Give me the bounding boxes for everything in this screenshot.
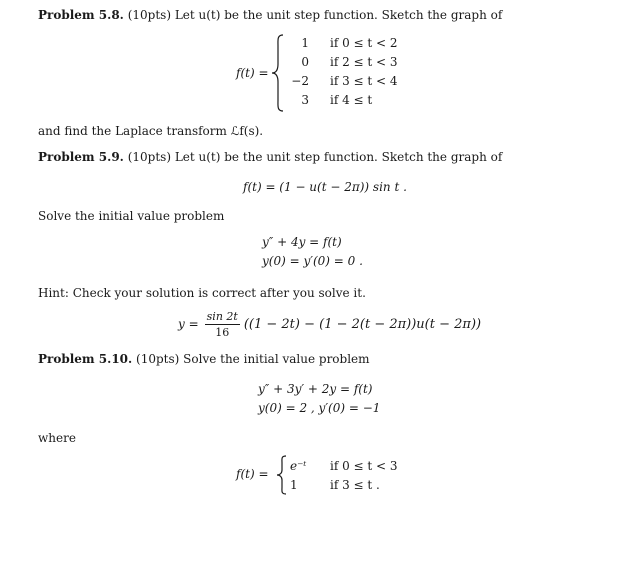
problem-5-9-intro: (10pts) Let u(t) be the unit step function. Sketch the graph of	[127, 150, 503, 164]
case-value: −2	[291, 74, 309, 88]
solution-fraction	[205, 310, 240, 339]
problem-5-10-where: where	[38, 431, 76, 445]
case-value: 3	[301, 93, 309, 107]
case-condition: if 0 ≤ t < 3	[330, 459, 398, 473]
problem-5-10-statement	[38, 352, 370, 366]
case-value: e⁻ᵗ	[290, 459, 307, 473]
problem-5-9-heading: Problem 5.9.	[38, 150, 124, 164]
case-value: 0	[301, 55, 309, 69]
problem-5-9-hint: Hint: Check your solution is correct after you solve it.	[38, 286, 366, 300]
left-brace-icon	[276, 455, 288, 495]
problem-5-8-intro: (10pts) Let u(t) be the unit step function. Sketch the graph of	[127, 8, 503, 22]
problem-5-9-solution	[178, 310, 481, 339]
problem-5-10-ode: y″ + 3y′ + 2y = f(t)	[258, 382, 373, 396]
case-value: 1	[290, 478, 298, 492]
problem-5-9-ode: y″ + 4y = f(t)	[262, 235, 342, 249]
fraction-numerator: sin 2t	[205, 310, 240, 325]
problem-5-9-solve-label: Solve the initial value problem	[38, 209, 225, 223]
problem-5-8-lhs: f(t) =	[236, 66, 269, 80]
case-condition: if 4 ≤ t	[330, 93, 373, 107]
problem-5-8-laplace-line: and find the Laplace transform ℒf(s).	[38, 124, 264, 138]
problem-5-9-function: f(t) = (1 − u(t − 2π)) sin t .	[243, 180, 407, 194]
case-condition: if 3 ≤ t .	[330, 478, 380, 492]
problem-5-10-lhs: f(t) =	[236, 467, 269, 481]
solution-lhs: y =	[178, 317, 199, 332]
case-condition: if 0 ≤ t < 2	[330, 36, 398, 50]
left-brace-icon	[271, 34, 285, 112]
problem-5-10-initial-conditions: y(0) = 2 , y′(0) = −1	[258, 401, 381, 415]
case-condition: if 3 ≤ t < 4	[330, 74, 398, 88]
problem-5-8-heading: Problem 5.8.	[38, 8, 124, 22]
problem-5-8-statement	[38, 8, 502, 22]
solution-body: ((1 − 2t) − (1 − 2(t − 2π))u(t − 2π))	[243, 316, 482, 332]
problem-5-9-statement	[38, 150, 502, 164]
case-value: 1	[301, 36, 309, 50]
problem-5-10-heading: Problem 5.10.	[38, 352, 133, 366]
problem-5-10-intro: (10pts) Solve the initial value problem	[136, 352, 370, 366]
fraction-denominator: 16	[215, 326, 230, 340]
problem-5-9-initial-conditions: y(0) = y′(0) = 0 .	[262, 254, 363, 268]
case-condition: if 2 ≤ t < 3	[330, 55, 398, 69]
